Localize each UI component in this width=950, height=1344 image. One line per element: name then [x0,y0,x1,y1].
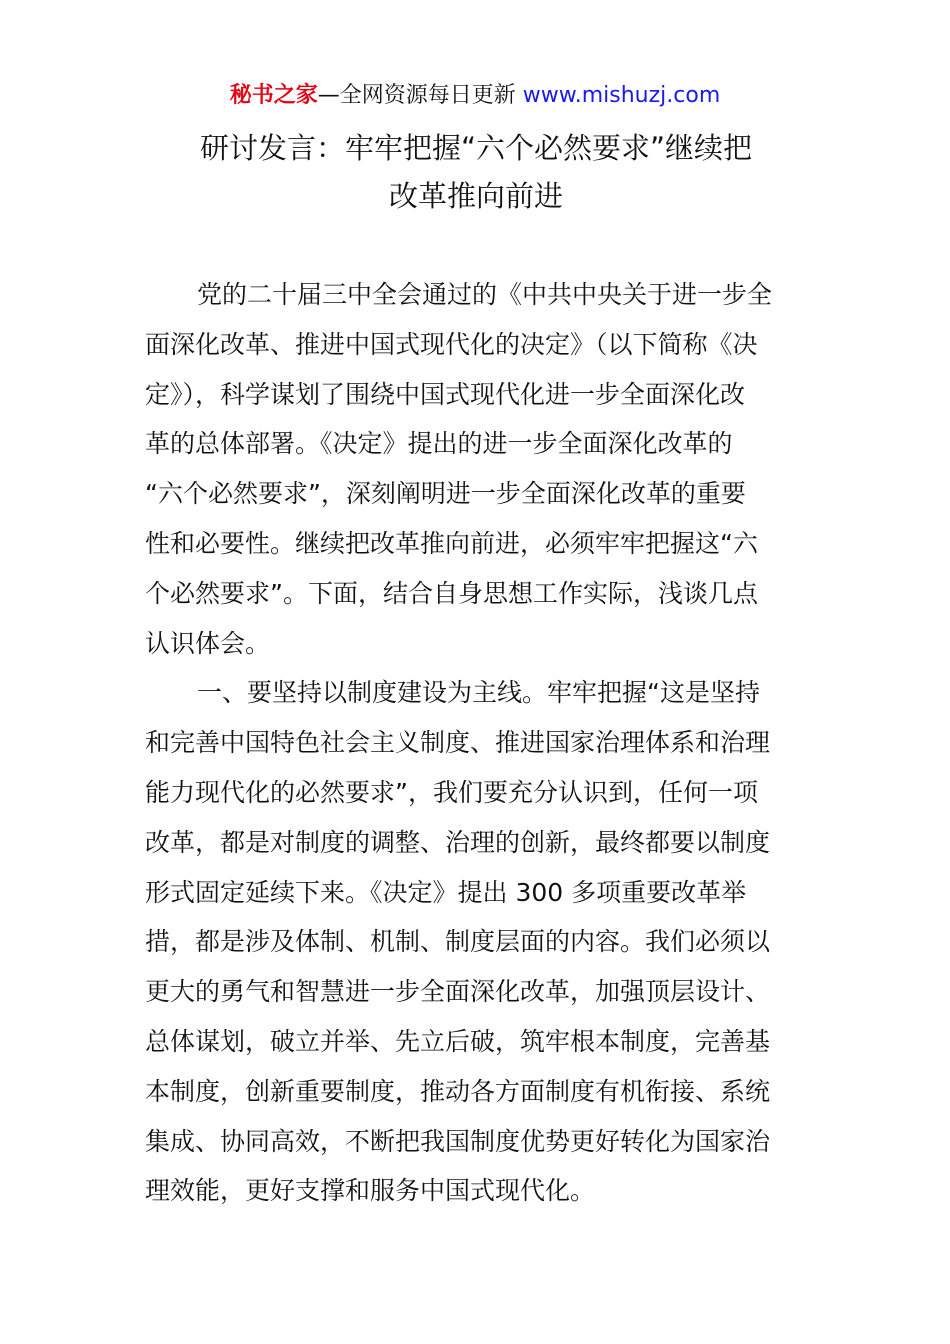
paragraph-line: 本制度，创新重要制度，推动各方面制度有机衔接、系统 [145,1076,771,1106]
paragraph-line: 性和必要性。继续把改革推向前进，必须牢牢把握这“六 [145,528,758,558]
paragraph-line: 定》），科学谋划了围绕中国式现代化进一步全面深化改 [145,379,746,409]
paragraph-line: 面深化改革、推进中国式现代化的决定》（以下简称《决 [145,329,758,359]
paragraph-line: 和完善中国特色社会主义制度、推进国家治理体系和治理 [145,728,771,758]
site-header [0,80,950,112]
site-brand: 秘书之家 [229,83,318,108]
title-line-1: 研讨发言：牢牢把握“六个必然要求”继续把 [199,131,753,165]
paragraph-line: 形式固定延续下来。《决定》提出 300 多项重要改革举 [145,877,747,907]
paragraph-line: 认识体会。 [145,628,271,658]
paragraph-line: 个必然要求”。下面，结合自身思想工作实际，浅谈几点 [145,578,758,608]
paragraph-line: 更大的勇气和智慧进一步全面深化改革，加强顶层设计、 [145,977,771,1007]
paragraph-line: “六个必然要求”，深刻阐明进一步全面深化改革的重要 [145,479,746,509]
site-url-link[interactable]: www.mishuzj.com [522,83,721,108]
paragraph-line: 理效能，更好支撑和服务中国式现代化。 [145,1176,596,1206]
paragraph-line: 总体谋划，破立并举、先立后破，筑牢根本制度，完善基 [145,1026,771,1056]
paragraph-line: 能力现代化的必然要求”，我们要充分认识到，任何一项 [145,777,758,807]
paragraph-line: 集成、协同高效，不断把我国制度优势更好转化为国家治 [145,1126,771,1156]
paragraph-line: 党的二十届三中全会通过的《中共中央关于进一步全 [197,280,773,309]
document-body [145,270,807,1216]
paragraph-line: 革的总体部署。《决定》提出的进一步全面深化改革的 [145,429,733,459]
site-tagline: —全网资源每日更新 [317,83,523,108]
paragraph-intro [145,270,807,668]
paragraph-section-one [145,668,807,1216]
document-title [145,124,807,220]
paragraph-line: 改革，都是对制度的调整、治理的创新，最终都要以制度 [145,827,771,857]
title-line-2: 改革推向前进 [388,179,563,213]
paragraph-line: 一、要坚持以制度建设为主线。牢牢把握“这是坚持 [197,678,760,708]
paragraph-line: 措，都是涉及体制、机制、制度层面的内容。我们必须以 [145,927,771,957]
